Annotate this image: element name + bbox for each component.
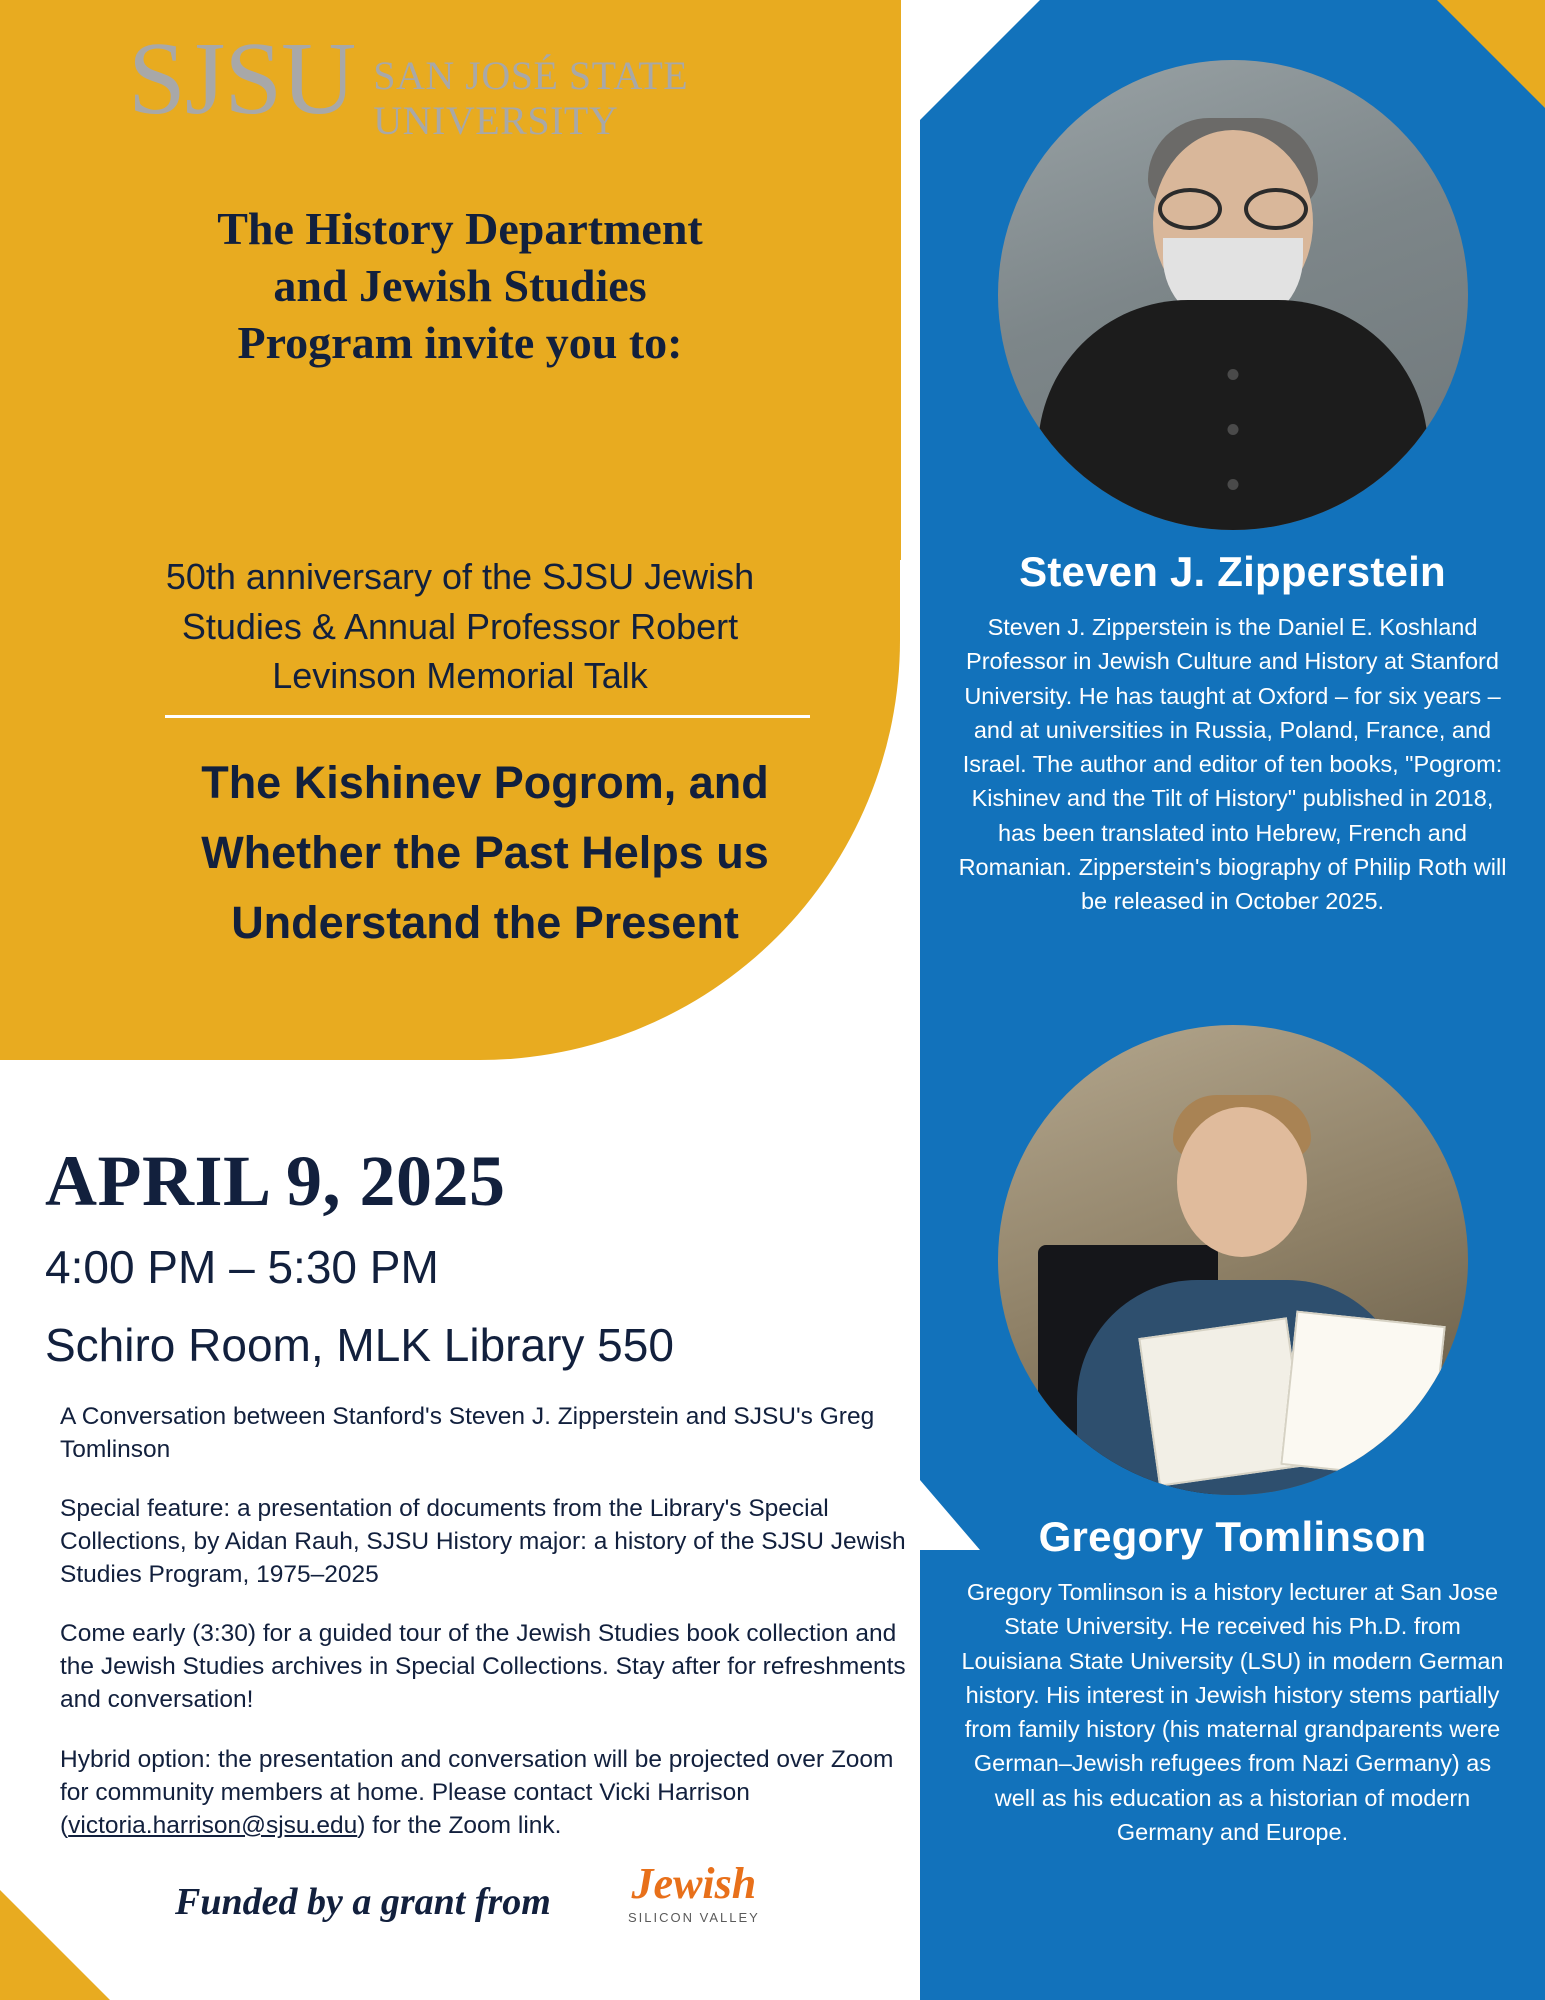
photo-detail-button <box>1227 479 1238 490</box>
photo-detail-glasses <box>1158 188 1308 222</box>
photo-detail-button <box>1227 424 1238 435</box>
jewish-silicon-valley-logo <box>628 1859 760 1925</box>
event-location: Schiro Room, MLK Library 550 <box>45 1319 674 1371</box>
hybrid-text-before: Hybrid option: the presentation and conversation will be projected over Zoom for community members at home. Please contact Vicki Harrison ( <box>60 1745 894 1839</box>
speaker-bio: Steven J. Zipperstein is the Daniel E. Koshland Professor in Jewish Culture and History at Stanford University. He has taught at Oxford – for six years – and at universities in Russia, Poland, France, and Israel. The author and editor of ten books, "Pogrom: Kishinev and the Tilt of History" published in 2018, has been translated into Hebrew, French and Romanian. Zipperstein's biography of Philip Roth will be released in October 2025. <box>958 614 1507 915</box>
speaker-photo-tomlinson <box>998 1025 1468 1495</box>
invitation-headline: The History Department and Jewish Studies Program invite you to: <box>217 203 703 369</box>
speaker-name: Gregory Tomlinson <box>1038 1513 1427 1560</box>
photo-detail-head <box>1177 1107 1307 1257</box>
invitation-subheadline: 50th anniversary of the SJSU Jewish Studies & Annual Professor Robert Levinson Memorial Talk <box>165 556 755 697</box>
speaker-card-tomlinson <box>920 1025 1545 1849</box>
sjsu-logo-line1: SAN JOSÉ STATE <box>373 53 689 98</box>
detail-paragraph-2: Special feature: a presentation of documents from the Library's Special Collections, by Aidan Rauh, SJSU History major: a history of the SJSU Jewish Studies Program, 1975–2025 <box>60 1495 906 1589</box>
zoom-contact-email-link[interactable]: victoria.harrison@sjsu.edu <box>68 1811 358 1839</box>
headline-divider <box>165 715 810 718</box>
sjsu-logo-abbrev: SJSU <box>128 21 356 136</box>
talk-title: The Kishinev Pogrom, and Whether the Past Helps us Understand the Present <box>201 757 769 948</box>
speaker-photo-zipperstein <box>998 60 1468 530</box>
photo-detail-shirt <box>1038 300 1428 530</box>
sjsu-logo-fullname <box>373 54 688 144</box>
sponsor-name: Jewish <box>631 1859 757 1908</box>
detail-paragraph-1: A Conversation between Stanford's Steven J. Zipperstein and SJSU's Greg Tomlinson <box>60 1403 875 1464</box>
speakers-panel <box>920 0 1545 2000</box>
gold-corner-bottom-left <box>0 1890 110 2000</box>
sjsu-logo-line2: UNIVERSITY <box>373 97 619 143</box>
event-date: APRIL 9, 2025 <box>45 1141 506 1221</box>
speaker-card-zipperstein <box>920 60 1545 919</box>
sjsu-logo <box>128 21 689 144</box>
event-details <box>60 1400 910 1868</box>
photo-detail-button <box>1227 369 1238 380</box>
hybrid-text-after: ) for the Zoom link. <box>357 1811 562 1839</box>
funding-credit: Funded by a grant from <box>175 1881 551 1923</box>
photo-detail-book-right <box>1280 1311 1445 1481</box>
detail-paragraph-3: Come early (3:30) for a guided tour of the Jewish Studies book collection and the Jewish Studies archives in Special Collections. Stay after for refreshments and conversation! <box>60 1620 906 1714</box>
event-time: 4:00 PM – 5:30 PM <box>45 1241 439 1293</box>
detail-paragraph-hybrid <box>60 1743 910 1842</box>
speaker-bio: Gregory Tomlinson is a history lecturer at San Jose State University. He received his Ph.D. from Louisiana State University (LSU) in modern German history. His interest in Jewish history stems partially from family history (his maternal grandparents were German–Jewish refugees from Nazi Germany) as well as his education as a historian of modern Germany and Europe. <box>961 1579 1504 1846</box>
speaker-name: Steven J. Zipperstein <box>1019 548 1446 595</box>
sponsor-subtitle: SILICON VALLEY <box>628 1910 760 1925</box>
